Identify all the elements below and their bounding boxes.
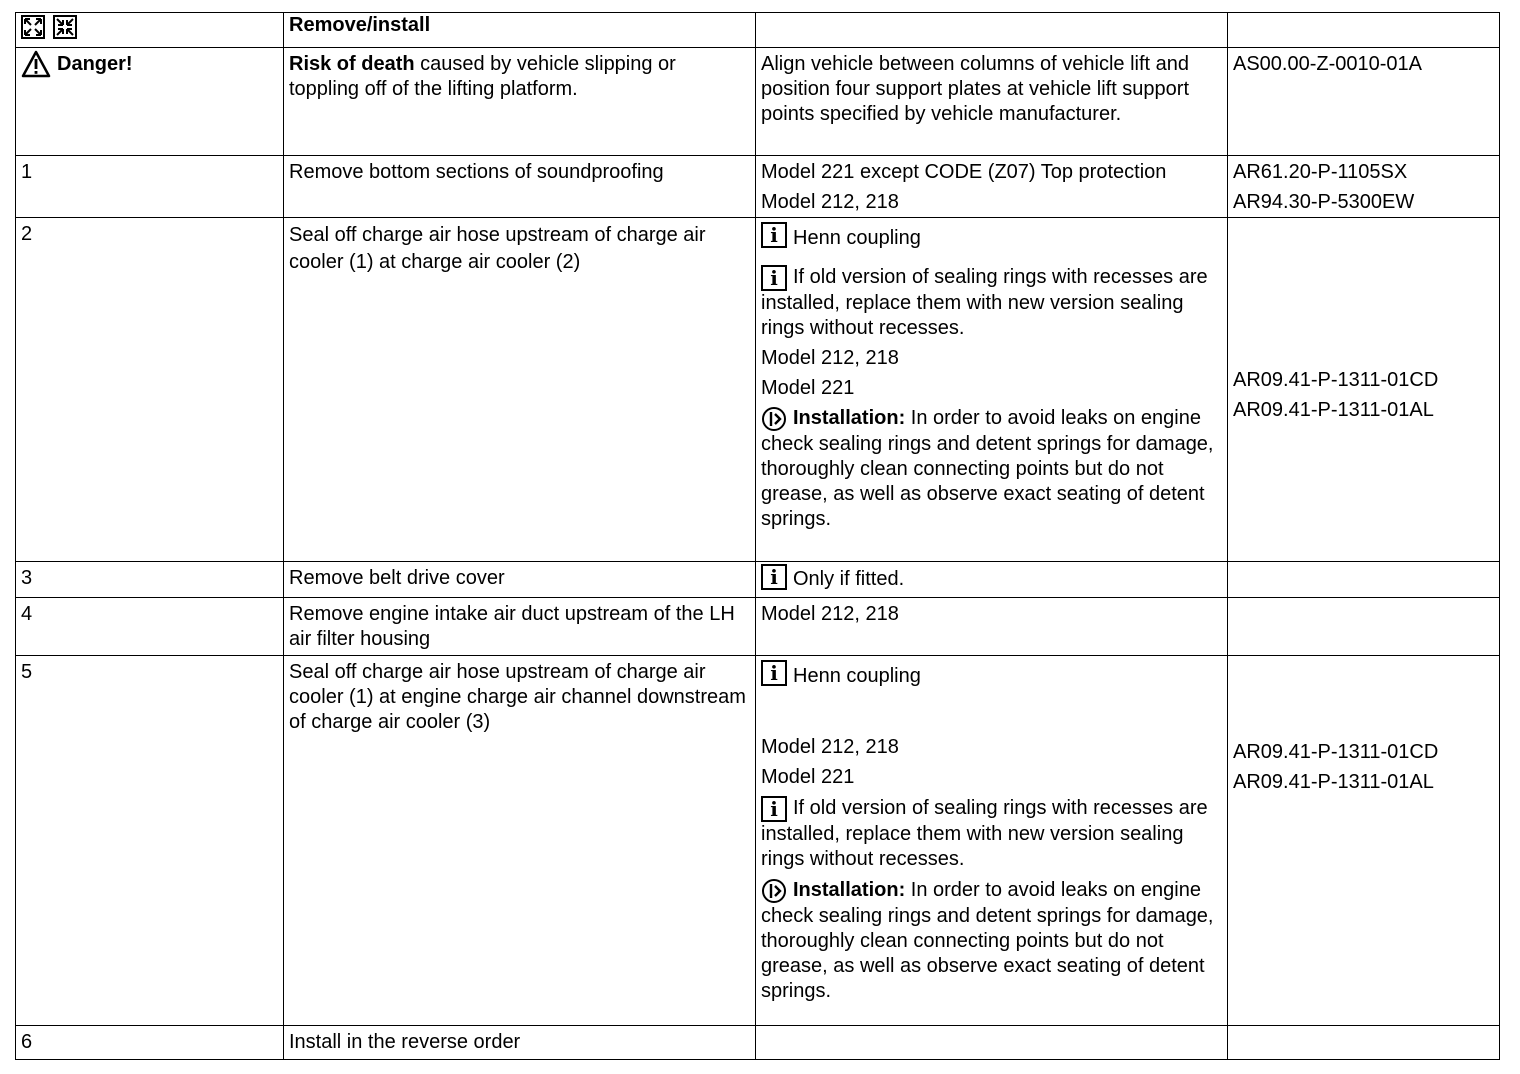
step-notes	[756, 1026, 1228, 1060]
warning-icon	[21, 50, 51, 78]
header-icons-cell	[16, 13, 284, 48]
procedure-table	[15, 12, 1500, 1060]
installation-label: Installation:	[793, 879, 906, 901]
header-title: Remove/install	[284, 13, 756, 48]
danger-ref: AS00.00-Z-0010-01A	[1228, 48, 1500, 156]
step-refs	[1228, 598, 1500, 656]
info-text: Henn coupling	[793, 665, 921, 687]
step-refs	[1228, 562, 1500, 598]
header-row	[16, 13, 1500, 48]
danger-cell	[16, 48, 284, 156]
installation-label: Installation:	[793, 407, 906, 429]
model-line: Model 221	[761, 377, 855, 399]
step-action: Install in the reverse order	[284, 1026, 756, 1060]
step-number: 2	[16, 218, 284, 562]
danger-label: Danger!	[57, 52, 133, 75]
info-icon: i	[761, 660, 787, 686]
installation-text: In order to avoid leaks on engine check sealing rings and detent springs for damage, thoroughly clean connecting points but do not grease, as well as observe exact seating of detent springs.	[761, 407, 1214, 530]
table-row	[16, 598, 1500, 656]
step-number: 3	[16, 562, 284, 598]
table-row	[16, 656, 1500, 1026]
ref-link[interactable]: AR09.41-P-1311-01CD	[1233, 741, 1439, 763]
header-empty-cell	[756, 13, 1228, 48]
step-notes	[756, 156, 1228, 218]
table-row	[16, 562, 1500, 598]
info-icon: i	[761, 564, 787, 590]
table-row	[16, 218, 1500, 562]
collapse-icon[interactable]	[53, 15, 77, 39]
step-number: 5	[16, 656, 284, 1026]
ref-link[interactable]: AR09.41-P-1311-01AL	[1233, 771, 1434, 793]
model-line: Model 212, 218	[761, 736, 899, 758]
model-line: Model 212, 218	[761, 347, 899, 369]
step-notes	[756, 562, 1228, 598]
step-action: Seal off charge air hose upstream of charge air cooler (1) at charge air cooler (2)	[284, 218, 756, 562]
step-action: Remove bottom sections of soundproofing	[284, 156, 756, 218]
installation-icon	[761, 878, 787, 904]
risk-label: Risk of death	[289, 53, 415, 75]
info-text: If old version of sealing rings with recesses are installed, replace them with new version sealing rings without recesses.	[761, 797, 1208, 870]
step-number: 1	[16, 156, 284, 218]
ref-link[interactable]: AR09.41-P-1311-01AL	[1233, 399, 1434, 421]
info-icon: i	[761, 222, 787, 248]
header-empty-cell	[1228, 13, 1500, 48]
ref-link[interactable]: AR94.30-P-5300EW	[1233, 191, 1415, 213]
risk-text: caused by vehicle slipping or toppling off of the lifting platform.	[289, 53, 676, 100]
model-line: Model 221	[761, 766, 855, 788]
step-notes	[756, 656, 1228, 1026]
info-text: If old version of sealing rings with recesses are installed, replace them with new version sealing rings without recesses.	[761, 266, 1208, 339]
step-refs	[1228, 1026, 1500, 1060]
info-icon: i	[761, 265, 787, 291]
danger-row	[16, 48, 1500, 156]
installation-icon	[761, 406, 787, 432]
note-line: Model 221 except CODE (Z07) Top protection	[761, 161, 1167, 183]
expand-icon[interactable]	[21, 15, 45, 39]
step-notes	[756, 218, 1228, 562]
danger-risk-cell	[284, 48, 756, 156]
step-number: 4	[16, 598, 284, 656]
step-refs	[1228, 218, 1500, 562]
step-notes: Model 212, 218	[756, 598, 1228, 656]
info-text: Only if fitted.	[793, 568, 905, 590]
table-row	[16, 156, 1500, 218]
step-action: Seal off charge air hose upstream of charge air cooler (1) at engine charge air channel downstream of charge air cooler (3)	[284, 656, 756, 1026]
note-line: Model 212, 218	[761, 191, 899, 213]
step-refs	[1228, 156, 1500, 218]
step-refs	[1228, 656, 1500, 1026]
step-number: 6	[16, 1026, 284, 1060]
installation-text: In order to avoid leaks on engine check sealing rings and detent springs for damage, thoroughly clean connecting points but do not grease, as well as observe exact seating of detent springs.	[761, 879, 1214, 1002]
info-text: Henn coupling	[793, 227, 921, 249]
table-row	[16, 1026, 1500, 1060]
ref-link[interactable]: AR61.20-P-1105SX	[1233, 161, 1408, 183]
ref-link[interactable]: AR09.41-P-1311-01CD	[1233, 369, 1439, 391]
info-icon: i	[761, 796, 787, 822]
step-action: Remove engine intake air duct upstream of the LH air filter housing	[284, 598, 756, 656]
danger-note-cell: Align vehicle between columns of vehicle lift and position four support plates at vehicle lift support points specified by vehicle manufacturer.	[756, 48, 1228, 156]
step-action: Remove belt drive cover	[284, 562, 756, 598]
